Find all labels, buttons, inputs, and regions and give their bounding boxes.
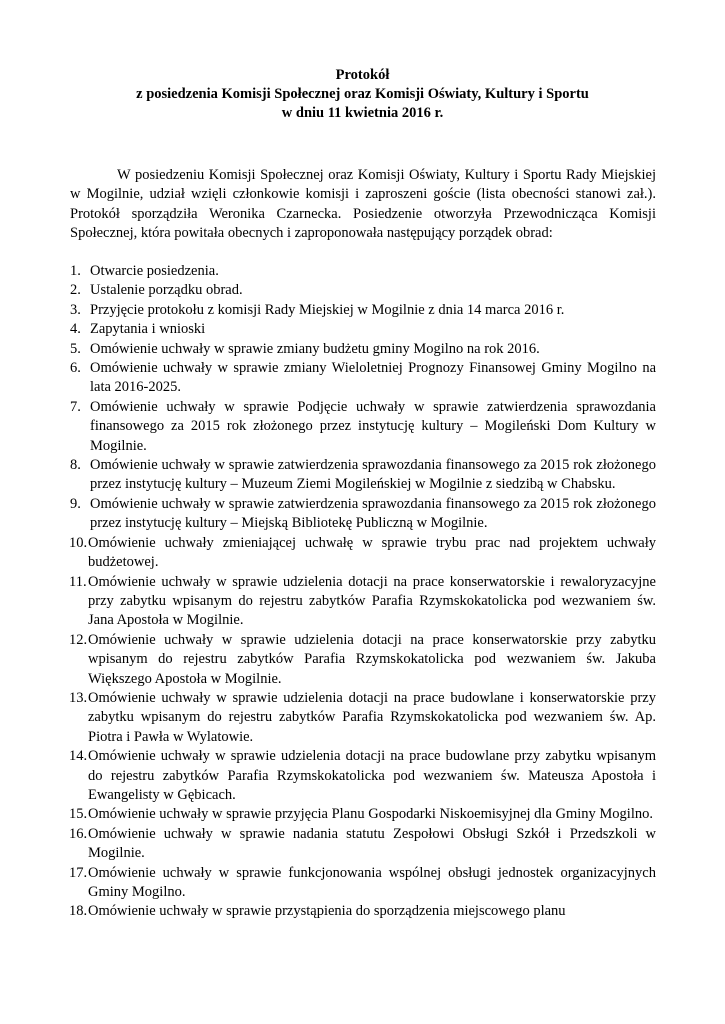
agenda-item-number: 17. [69,864,88,881]
agenda-item [70,902,656,921]
agenda-item [70,340,656,359]
agenda-item-text: Przyjęcie protokołu z komisji Rady Miejskiej w Mogilnie z dnia 14 marca 2016 r. [90,301,565,318]
agenda-item [70,398,656,456]
agenda-item-text: Otwarcie posiedzenia. [90,263,219,279]
agenda-item-text: Omówienie uchwały w sprawie zmiany budżetu gminy Mogilno na rok 2016. [90,340,540,357]
document-date: w dniu 11 kwietnia 2016 r. [281,105,444,121]
agenda-item-text: Omówienie uchwały w sprawie udzielenia dotacji na prace budowlane przy zabytku wpisanym do rejestru zabytków Parafia Rzymskokatolicka pod wezwaniem św. Mateusza Apostoła i Ewangelisty w Gębicach. [88,748,656,803]
agenda-item-number: 12. [69,631,88,648]
agenda-item-text: Omówienie uchwały zmieniającej uchwałę w sprawie trybu prac nad projektem uchwały budżetowej. [88,534,656,571]
agenda-item-number: 11. [69,573,87,590]
agenda-item-number: 18. [69,903,88,920]
agenda-item-number: 6. [70,360,81,377]
agenda-item-text: Omówienie uchwały w sprawie nadania statutu Zespołowi Obsługi Szkół i Przedszkoli w Mogilnie. [88,825,656,862]
agenda-item [70,805,656,824]
agenda-item-text: Omówienie uchwały w sprawie udzielenia dotacji na prace konserwatorskie przy zabytku wpisanym do rejestru zabytków Parafia Rzymskokatolicka pod wezwaniem św. Jakuba Większego Apostoła w Mogilnie. [88,631,656,687]
agenda-item [70,456,656,495]
agenda-item-text: Zapytania i wnioski [90,321,206,338]
agenda-item-text: Omówienie uchwały w sprawie przyjęcia Planu Gospodarki Niskoemisyjnej dla Gminy Mogilno. [88,806,653,823]
agenda-item [70,301,656,320]
agenda-item-number: 16. [69,825,88,842]
agenda-item [70,534,656,573]
agenda-item-text: Omówienie uchwały w sprawie udzielenia dotacji na prace budowlane i konserwatorskie przy zabytku wpisanym do rejestru zabytków Parafia Rzymskokatolicka pod wezwaniem św. Ap. Piotra i Pawła w Wylatowie. [88,689,656,745]
agenda-item-text: Omówienie uchwały w sprawie zmiany Wieloletniej Prognozy Finansowej Gminy Mogilno na lata 2016-2025. [90,360,656,396]
agenda-item [70,281,656,300]
agenda-item-text: Omówienie uchwały w sprawie funkcjonowania wspólnej obsługi jednostek organizacyjnych Gminy Mogilno. [88,864,656,900]
agenda-item-number: 5. [70,340,81,357]
agenda-item-text: Omówienie uchwały w sprawie Podjęcie uchwały w sprawie zatwierdzenia sprawozdania finansowego za 2015 rok złożonego przez instytucję kultury – Mogileński Dom Kultury w Mogilnie. [90,398,656,454]
agenda-list [70,262,656,922]
agenda-item-number: 9. [70,495,81,512]
document-header [0,66,725,123]
agenda-item-number: 3. [70,301,81,318]
agenda-item [70,825,656,864]
agenda-item [70,359,656,398]
agenda-item-number: 15. [69,806,88,823]
agenda-item-text: Omówienie uchwały w sprawie zatwierdzenia sprawozdania finansowego za 2015 rok złożonego przez instytucję kultury – Muzeum Ziemi Mogileńskiej w Mogilnie z siedzibą w Chabsku. [90,457,656,493]
agenda-item-number: 10. [69,534,88,551]
agenda-item [70,320,656,339]
agenda-item-number: 8. [70,457,81,474]
agenda-item-text: Omówienie uchwały w sprawie udzielenia dotacji na prace konserwatorskie i rewaloryzacyjne przy zabytku wpisanym do rejestru zabytków Parafia Rzymskokatolicka pod wezwaniem św. Jana Apostoła w Mogilnie. [88,573,656,629]
agenda-item-number: 14. [69,748,88,765]
agenda-item [70,747,656,805]
intro-paragraph: W posiedzeniu Komisji Społecznej oraz Komisji Oświaty, Kultury i Sportu Rady Miejskiej w Mogilnie, udział wzięli członkowie komisji i zaproszeni goście (lista obecności stanowi zał.). Protokół sporządziła Weronika Czarnecka. Posiedzenie otworzyła Przewodnicząca Komisji Społecznej, która powitała obecnych i zaproponowała następujący porządek obrad: [70,167,656,242]
document-subtitle: z posiedzenia Komisji Społecznej oraz Komisji Oświaty, Kultury i Sportu [136,86,589,102]
agenda-item-number: 7. [70,398,81,415]
agenda-item-number: 4. [70,321,81,338]
agenda-item-text: Ustalenie porządku obrad. [90,282,243,299]
agenda-item-number: 1. [70,263,81,279]
agenda-item-number: 13. [69,689,88,706]
agenda-item [70,864,656,903]
document-title: Protokół [335,67,390,83]
agenda-item [70,689,656,747]
agenda-item-text: Omówienie uchwały w sprawie zatwierdzenia sprawozdania finansowego za 2015 rok złożonego przez instytucję kultury – Miejską Bibliotekę Publiczną w Mogilnie. [90,495,656,532]
agenda-item [70,495,656,534]
agenda-item [70,573,656,631]
agenda-item [70,262,656,281]
agenda-item-text: Omówienie uchwały w sprawie przystąpienia do sporządzenia miejscowego planu [88,903,566,920]
agenda-item-number: 2. [70,282,81,299]
agenda-item [70,631,656,689]
